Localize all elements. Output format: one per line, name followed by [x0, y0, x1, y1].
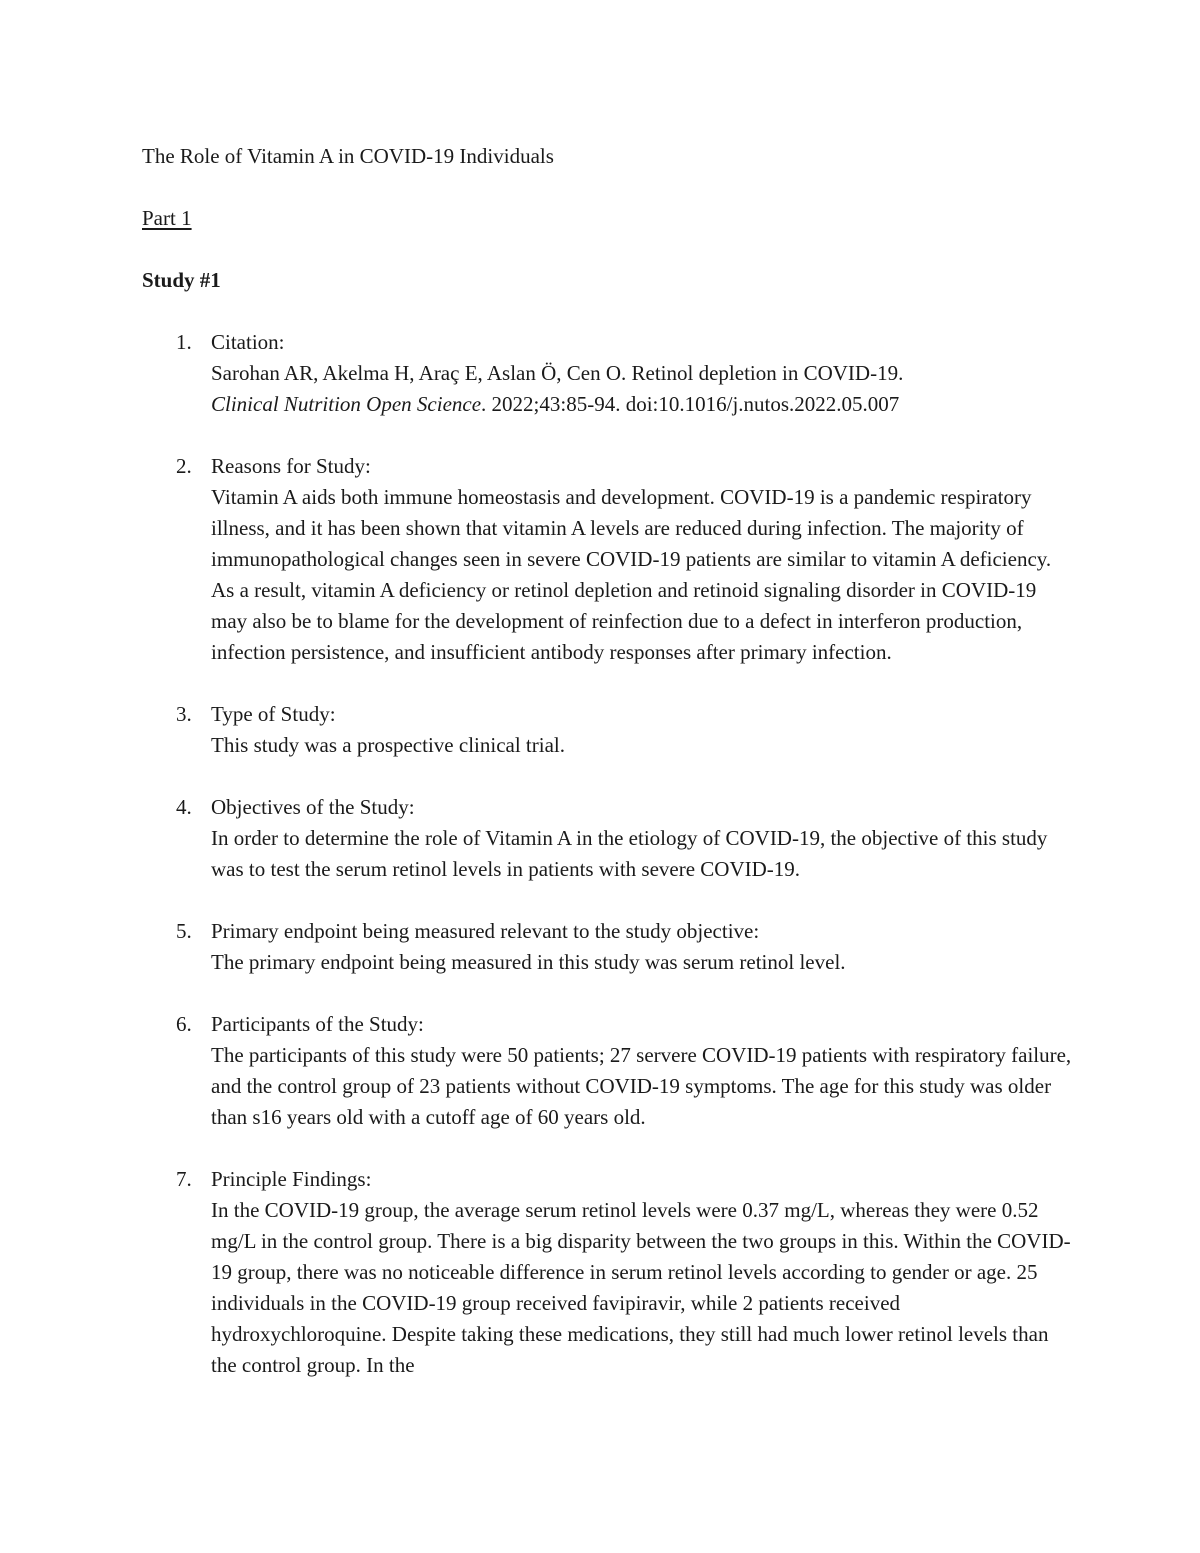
item-body: This study was a prospective clinical trial. [211, 733, 565, 757]
part-heading: Part 1 [142, 206, 192, 230]
journal-name: Clinical Nutrition Open Science [211, 392, 482, 416]
list-item-reasons [142, 451, 1072, 668]
document-title: The Role of Vitamin A in COVID-19 Individuals [142, 144, 554, 168]
item-body: Vitamin A aids both immune homeostasis and development. COVID-19 is a pandemic respiratory illness, and it has been shown that vitamin A levels are reduced during infection. The majority of immunopathological changes seen in severe COVID-19 patients are similar to vitamin A deficiency. As a result, vitamin A deficiency or retinol depletion and retinoid signaling disorder in COVID-19 may also be to blame for the development of reinfection due to a defect in interferon production, infection persistence, and insufficient antibody responses after primary infection. [211, 485, 1052, 664]
citation-authors-title: Sarohan AR, Akelma H, Araç E, Aslan Ö, Cen O. Retinol depletion in COVID-19. [211, 361, 904, 385]
list-item-objectives [142, 792, 1072, 885]
item-label: Type of Study: [211, 702, 336, 726]
list-number: 6. [176, 1012, 192, 1036]
item-body: The primary endpoint being measured in this study was serum retinol level. [211, 950, 846, 974]
study-heading: Study #1 [142, 268, 221, 292]
list-item-findings [142, 1164, 1072, 1381]
list-number: 3. [176, 702, 192, 726]
list-item-type [142, 699, 1072, 761]
item-label: Participants of the Study: [211, 1012, 424, 1036]
citation-text [211, 358, 1072, 420]
item-label: Citation: [211, 330, 285, 354]
list-number: 5. [176, 919, 192, 943]
list-number: 7. [176, 1167, 192, 1191]
list-number: 1. [176, 330, 192, 354]
item-label: Objectives of the Study: [211, 795, 415, 819]
list-item-endpoint [142, 916, 1072, 978]
study-details-list [142, 327, 1072, 1412]
list-number: 2. [176, 454, 192, 478]
item-label: Principle Findings: [211, 1167, 372, 1191]
list-item-citation [142, 327, 1072, 420]
item-label: Primary endpoint being measured relevant to the study objective: [211, 919, 760, 943]
citation-details: . 2022;43:85-94. doi:10.1016/j.nutos.2022.05.007 [481, 392, 900, 416]
item-body: In order to determine the role of Vitamin A in the etiology of COVID-19, the objective of this study was to test the serum retinol levels in patients with severe COVID-19. [211, 826, 1048, 881]
list-item-participants [142, 1009, 1072, 1133]
item-body: The participants of this study were 50 patients; 27 servere COVID-19 patients with respiratory failure, and the control group of 23 patients without COVID-19 symptoms. The age for this study was older than s16 years old with a cutoff age of 60 years old. [211, 1043, 1072, 1129]
list-number: 4. [176, 795, 192, 819]
item-label: Reasons for Study: [211, 454, 371, 478]
item-body: In the COVID-19 group, the average serum retinol levels were 0.37 mg/L, whereas they were 0.52 mg/L in the control group. There is a big disparity between the two groups in this. Within the COVID-19 group, there was no noticeable difference in serum retinol levels according to gender or age. 25 individuals in the COVID-19 group received favipiravir, while 2 patients received hydroxychloroquine. Despite taking these medications, they still had much lower retinol levels than the control group. In the [211, 1198, 1071, 1377]
